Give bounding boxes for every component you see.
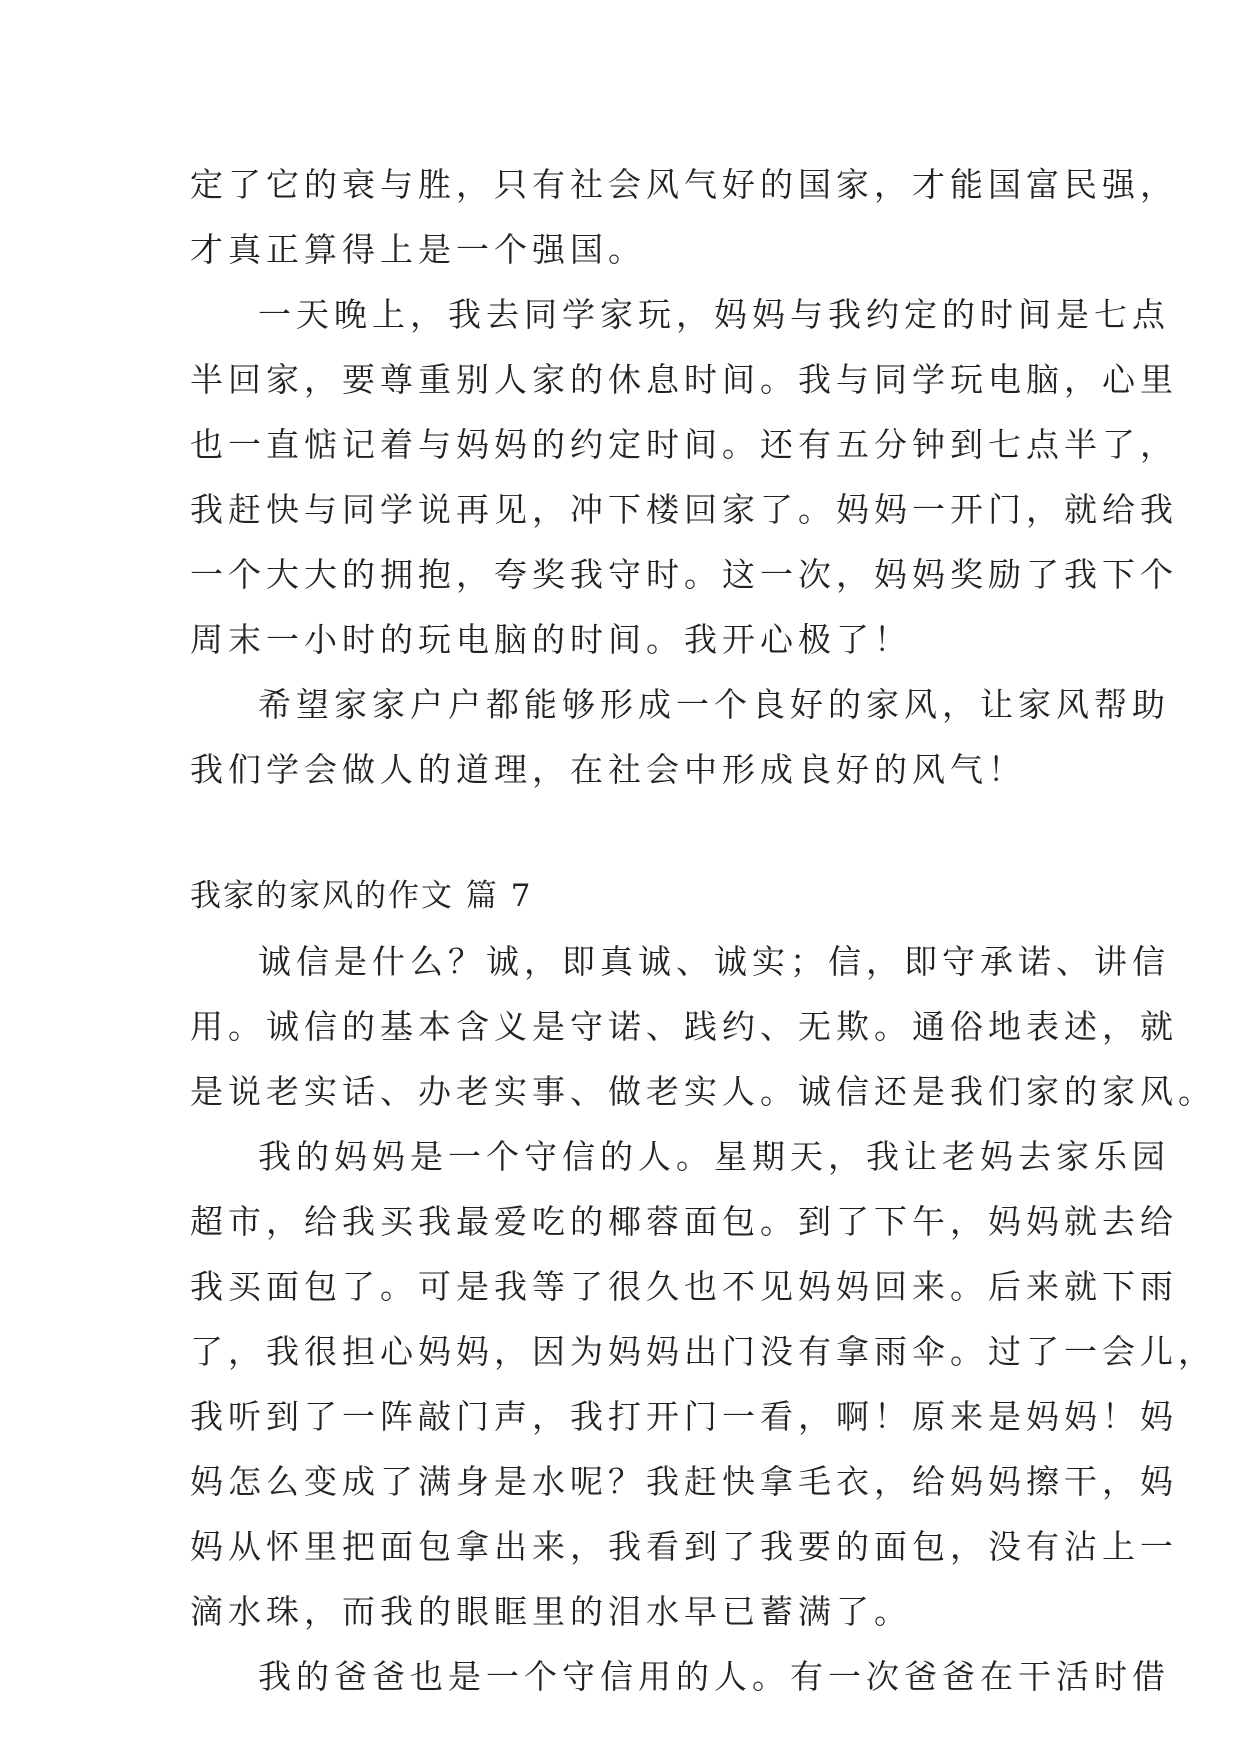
paragraph-evening-visit	[190, 282, 1178, 672]
text-line: 诚信是什么？诚，即真诚、诚实；信，即守承诺、讲信	[258, 942, 1170, 981]
text-line: 才真正算得上是一个强国。	[190, 230, 646, 269]
text-line: 一个大大的拥抱，夸奖我守时。这一次，妈妈奖励了我下个	[190, 555, 1178, 594]
text-line: 我们学会做人的道理，在社会中形成良好的风气！	[190, 750, 1026, 789]
paragraph-mother-story	[190, 1124, 1216, 1644]
text-line: 周末一小时的玩电脑的时间。我开心极了！	[190, 620, 912, 659]
text-line: 我赶快与同学说再见，冲下楼回家了。妈妈一开门，就给我	[190, 490, 1178, 529]
text-line: 我的妈妈是一个守信的人。星期天，我让老妈去家乐园	[258, 1137, 1170, 1176]
text-line: 一天晚上，我去同学家玩，妈妈与我约定的时间是七点	[258, 295, 1170, 334]
text-line: 是说老实话、办老实事、做老实人。诚信还是我们家的家风。	[190, 1072, 1216, 1111]
section-spacer	[190, 802, 1050, 864]
section-title: 我家的家风的作文 篇 7	[190, 878, 533, 914]
text-line: 了，我很担心妈妈，因为妈妈出门没有拿雨伞。过了一会儿，	[190, 1332, 1216, 1371]
text-line: 希望家家户户都能够形成一个良好的家风，让家风帮助	[258, 685, 1170, 724]
paragraph-continuation	[190, 152, 1178, 282]
paragraph-father-story	[190, 1644, 1170, 1709]
text-line: 也一直惦记着与妈妈的约定时间。还有五分钟到七点半了，	[190, 425, 1178, 464]
text-line: 滴水珠，而我的眼眶里的泪水早已蓄满了。	[190, 1592, 912, 1631]
text-line: 我听到了一阵敲门声，我打开门一看，啊！原来是妈妈！妈	[190, 1397, 1178, 1436]
text-line: 超市，给我买我最爱吃的椰蓉面包。到了下午，妈妈就去给	[190, 1202, 1178, 1241]
text-line: 我的爸爸也是一个守信用的人。有一次爸爸在干活时借	[258, 1657, 1170, 1696]
paragraph-integrity-definition	[190, 929, 1216, 1124]
text-line: 妈怎么变成了满身是水呢？我赶快拿毛衣，给妈妈擦干，妈	[190, 1462, 1178, 1501]
text-line: 用。诚信的基本含义是守诺、践约、无欺。通俗地表述，就	[190, 1007, 1178, 1046]
text-line: 半回家，要尊重别人家的休息时间。我与同学玩电脑，心里	[190, 360, 1178, 399]
text-line: 我买面包了。可是我等了很久也不见妈妈回来。后来就下雨	[190, 1267, 1178, 1306]
text-line: 定了它的衰与胜，只有社会风气好的国家，才能国富民强，	[190, 165, 1178, 204]
text-line: 妈从怀里把面包拿出来，我看到了我要的面包，没有沾上一	[190, 1527, 1178, 1566]
document-body	[190, 152, 1216, 1709]
paragraph-conclusion	[190, 672, 1170, 802]
